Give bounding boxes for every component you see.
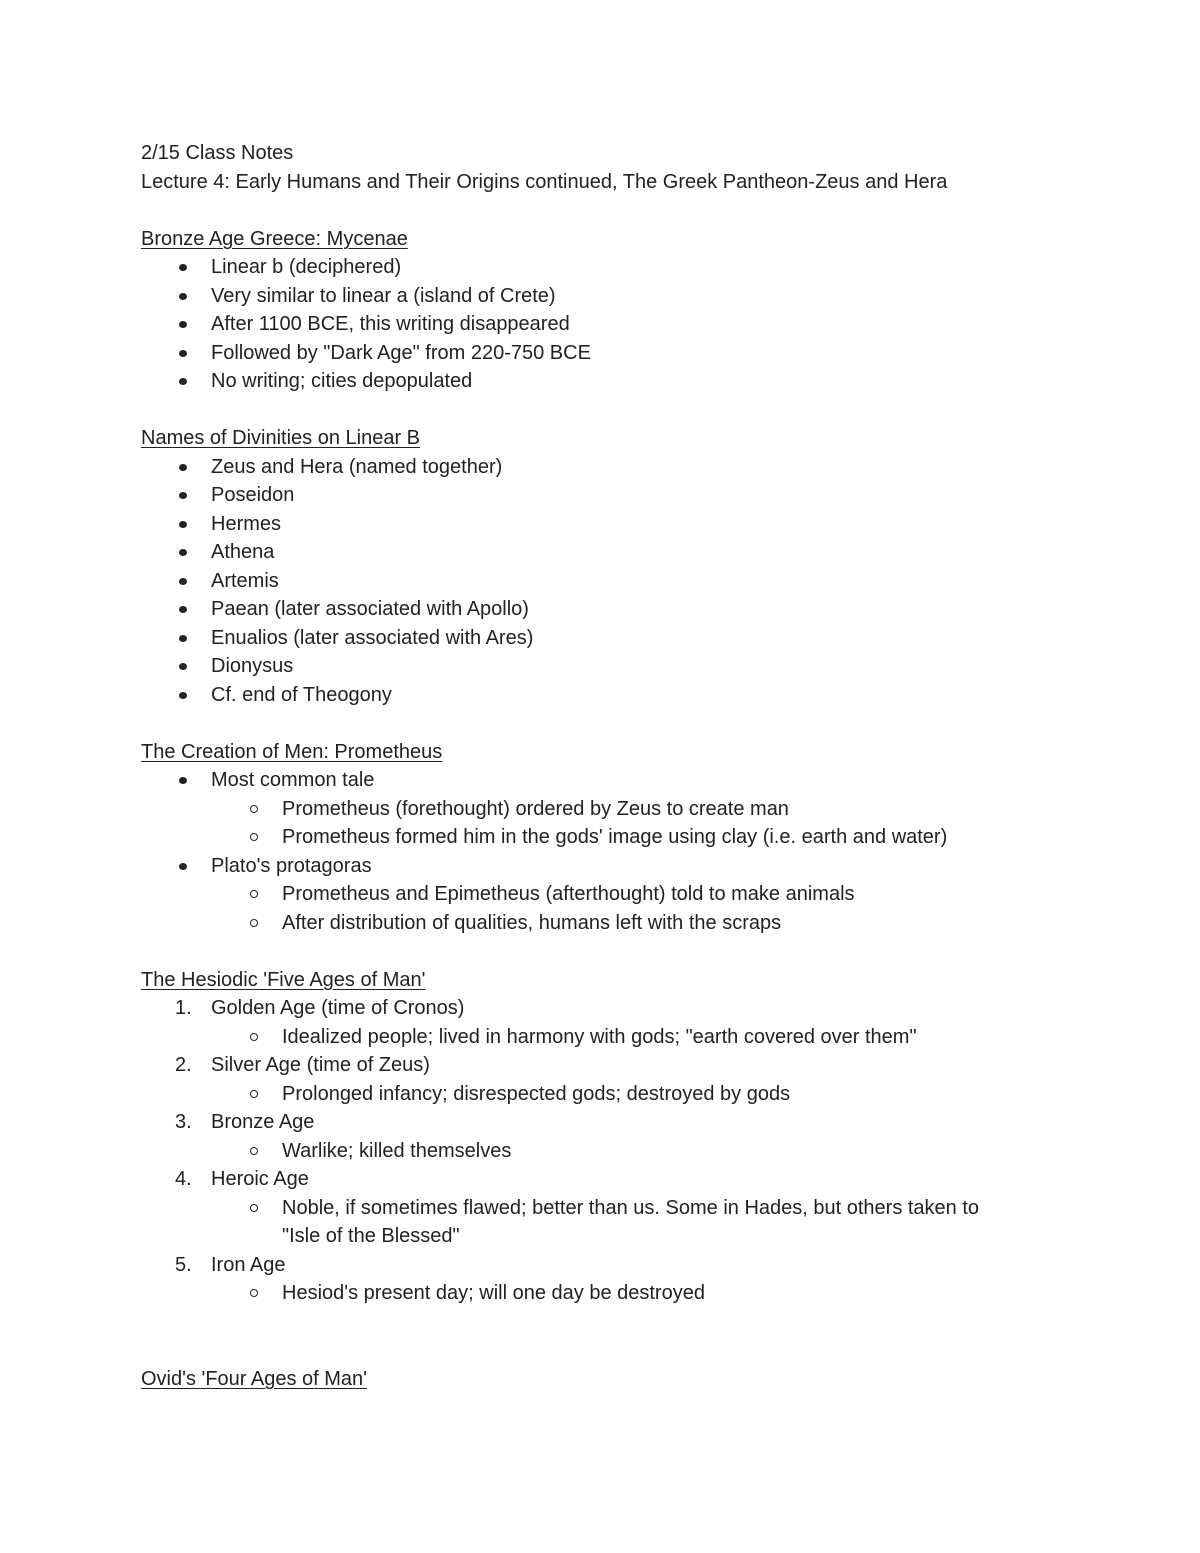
- bullet-icon: [179, 464, 187, 471]
- bullet-icon: [179, 578, 187, 585]
- circle-bullet-icon: [250, 1033, 258, 1041]
- date-title: 2/15 Class Notes: [141, 142, 294, 164]
- sub-list-item: Prometheus and Epimetheus (afterthought) told to make animals: [141, 880, 1101, 909]
- list-number: 1.: [175, 997, 192, 1019]
- circle-bullet-icon: [250, 890, 258, 898]
- list-item: 2. Silver Age (time of Zeus) Prolonged infancy; disrespected gods; destroyed by gods: [141, 1051, 1101, 1108]
- list-item: No writing; cities depopulated: [141, 367, 1101, 396]
- creation-bullet-list: [141, 766, 1101, 937]
- list-item: Plato's protagoras Prometheus and Epimetheus (afterthought) told to make animals After distribution of qualities, humans left with the scraps: [141, 852, 1101, 938]
- bullet-icon: [179, 635, 187, 642]
- sub-list-item: After distribution of qualities, humans left with the scraps: [141, 909, 1101, 938]
- list-item: 3. Bronze Age Warlike; killed themselves: [141, 1108, 1101, 1165]
- bullet-icon: [179, 293, 187, 300]
- mycenae-bullet-list: [141, 253, 1101, 396]
- list-item: Hermes: [141, 510, 1101, 539]
- sub-list-item: Prometheus formed him in the gods' image using clay (i.e. earth and water): [141, 823, 1101, 852]
- sub-list-item: Noble, if sometimes flawed; better than us. Some in Hades, but others taken to "Isle of the Blessed": [141, 1194, 1101, 1251]
- list-item: Zeus and Hera (named together): [141, 453, 1101, 482]
- section-heading-divinities: Names of Divinities on Linear B: [141, 427, 421, 449]
- bullet-icon: [179, 549, 187, 556]
- section-heading-five-ages: The Hesiodic 'Five Ages of Man': [141, 968, 426, 991]
- bullet-icon: [179, 378, 187, 385]
- circle-bullet-icon: [250, 805, 258, 813]
- list-item: Followed by "Dark Age" from 220-750 BCE: [141, 339, 1101, 368]
- bullet-icon: [179, 777, 187, 784]
- sub-list: [211, 1080, 1101, 1109]
- bullet-icon: [179, 521, 187, 528]
- document-page: [141, 139, 1101, 1393]
- circle-bullet-icon: [250, 833, 258, 841]
- list-item: Athena: [141, 538, 1101, 567]
- bullet-icon: [179, 264, 187, 271]
- list-number: 3.: [175, 1111, 192, 1133]
- list-item: Most common tale Prometheus (forethought) ordered by Zeus to create man Prometheus formed him in the gods' image using clay (i.e. earth and water): [141, 766, 1101, 852]
- five-ages-numbered-list: [141, 994, 1101, 1308]
- list-item: Cf. end of Theogony: [141, 681, 1101, 710]
- circle-bullet-icon: [250, 1204, 258, 1212]
- list-item: Poseidon: [141, 481, 1101, 510]
- list-item: Paean (later associated with Apollo): [141, 595, 1101, 624]
- list-item: 1. Golden Age (time of Cronos) Idealized people; lived in harmony with gods; "earth covered over them": [141, 994, 1101, 1051]
- list-item: 5. Iron Age Hesiod's present day; will one day be destroyed: [141, 1251, 1101, 1308]
- sub-list-item: Warlike; killed themselves: [141, 1137, 1101, 1166]
- sub-list: [211, 1279, 1101, 1308]
- list-number: 4.: [175, 1168, 192, 1190]
- circle-bullet-icon: [250, 919, 258, 927]
- list-item: Linear b (deciphered): [141, 253, 1101, 282]
- sub-list: [211, 795, 1101, 852]
- sub-list-item: Hesiod's present day; will one day be destroyed: [141, 1279, 1101, 1308]
- list-item: After 1100 BCE, this writing disappeared: [141, 310, 1101, 339]
- list-item: Artemis: [141, 567, 1101, 596]
- lecture-title: Lecture 4: Early Humans and Their Origins continued, The Greek Pantheon-Zeus and Hera: [141, 170, 948, 193]
- bullet-icon: [179, 606, 187, 613]
- sub-list: [211, 880, 1101, 937]
- sub-list-item: Prolonged infancy; disrespected gods; destroyed by gods: [141, 1080, 1101, 1109]
- list-item: Very similar to linear a (island of Crete): [141, 282, 1101, 311]
- sub-list: [211, 1023, 1101, 1052]
- sub-list-item: Prometheus (forethought) ordered by Zeus to create man: [141, 795, 1101, 824]
- bullet-icon: [179, 863, 187, 870]
- circle-bullet-icon: [250, 1090, 258, 1098]
- divinities-bullet-list: [141, 453, 1101, 710]
- list-item: Enualios (later associated with Ares): [141, 624, 1101, 653]
- list-item: 4. Heroic Age Noble, if sometimes flawed; better than us. Some in Hades, but others taken to "Isle of the Blessed": [141, 1165, 1101, 1251]
- section-heading-four-ages: Ovid's 'Four Ages of Man': [141, 1367, 367, 1390]
- section-heading-mycenae: Bronze Age Greece: Mycenae: [141, 227, 408, 250]
- bullet-icon: [179, 321, 187, 328]
- bullet-icon: [179, 663, 187, 670]
- list-item: Dionysus: [141, 652, 1101, 681]
- section-heading-creation: The Creation of Men: Prometheus: [141, 740, 443, 763]
- sub-list: [211, 1194, 1101, 1251]
- circle-bullet-icon: [250, 1147, 258, 1155]
- bullet-icon: [179, 350, 187, 357]
- bullet-icon: [179, 492, 187, 499]
- list-number: 2.: [175, 1054, 192, 1076]
- circle-bullet-icon: [250, 1289, 258, 1297]
- bullet-icon: [179, 692, 187, 699]
- sub-list-item: Idealized people; lived in harmony with gods; "earth covered over them": [141, 1023, 1101, 1052]
- sub-list: [211, 1137, 1101, 1166]
- list-number: 5.: [175, 1253, 192, 1276]
